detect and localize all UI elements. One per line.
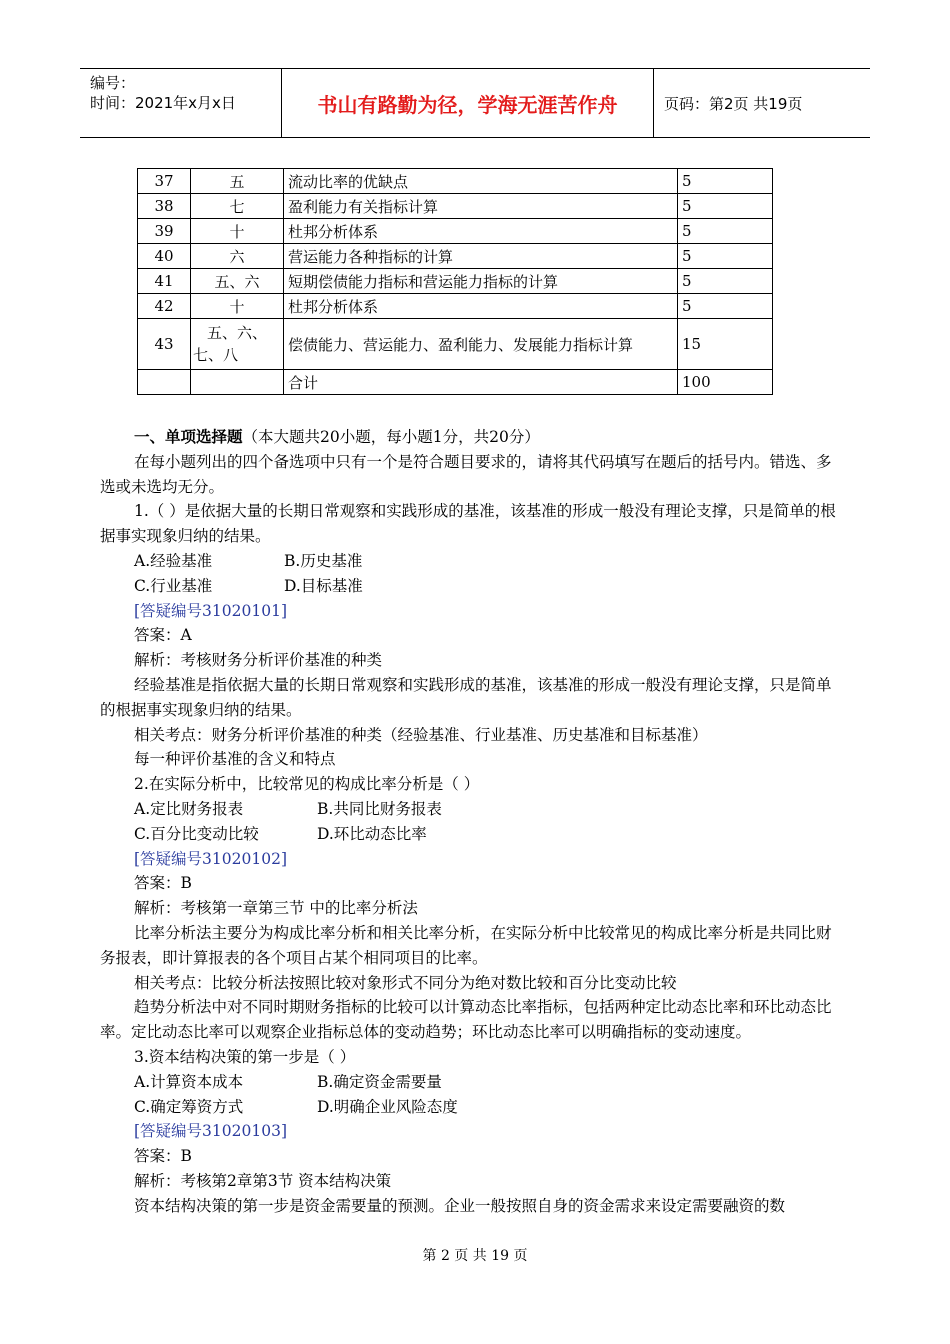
- analysis: 解析：考核第2章第3节 资本结构决策: [134, 1171, 392, 1190]
- reference-link[interactable]: [答疑编号31020101]: [134, 601, 287, 620]
- section-title: 一、单项选择题: [134, 427, 243, 446]
- question-stem: 2.在实际分析中，比较常见的构成比率分析是（ ）: [134, 775, 480, 794]
- table-row: [138, 269, 773, 294]
- row-chapter: 十: [191, 219, 284, 244]
- row-chapter: 七: [191, 194, 284, 219]
- row-score: 5: [678, 269, 773, 294]
- answer: 答案：B: [134, 1147, 192, 1166]
- row-topic: 杜邦分析体系: [284, 294, 678, 319]
- header-motto: 书山有路勤为径，学海无涯苦作舟: [282, 69, 654, 137]
- table-row: [138, 194, 773, 219]
- question-stem: 1.（ ）是依据大量的长期日常观察和实践形成的基准，该基准的形成一般没有理论支撑，只是简单的根据事实现象归纳的结果。: [100, 502, 836, 546]
- header-page-info: 页码：第2页 共19页: [664, 94, 803, 113]
- option-b: B.确定资金需要量: [317, 1072, 442, 1091]
- option-d: D.明确企业风险态度: [317, 1097, 458, 1116]
- row-topic: 盈利能力有关指标计算: [284, 194, 678, 219]
- row-topic: 杜邦分析体系: [284, 219, 678, 244]
- option-a: A.计算资本成本: [134, 1072, 244, 1091]
- row-chapter: 六: [191, 244, 284, 269]
- row-number: 41: [138, 269, 191, 294]
- related-point: 相关考点：财务分析评价基准的种类（经验基准、行业基准、历史基准和目标基准）: [134, 725, 708, 744]
- related-point: 趋势分析法中对不同时期财务指标的比较可以计算动态比率指标，包括两种定比动态比率和环比动态比率。定比动态比率可以观察企业指标总体的变动趋势；环比动态比率可以明确指标的变动速度。: [100, 998, 832, 1042]
- empty-cell: [138, 370, 191, 395]
- row-number: 38: [138, 194, 191, 219]
- row-topic: 短期偿债能力指标和营运能力指标的计算: [284, 269, 678, 294]
- options-row: [100, 574, 845, 599]
- options-row: [100, 549, 845, 574]
- row-number: 39: [138, 219, 191, 244]
- row-topic: 流动比率的优缺点: [284, 169, 678, 194]
- row-number: 42: [138, 294, 191, 319]
- empty-cell: [191, 370, 284, 395]
- row-score: 15: [678, 319, 773, 370]
- row-chapter-line: 五、六、: [207, 324, 268, 342]
- options-row: [100, 822, 845, 847]
- option-a: A.经验基准: [134, 551, 213, 570]
- section-intro: 在每小题列出的四个备选项中只有一个是符合题目要求的，请将其代码填写在题后的括号内。错选、多选或未选均无分。: [100, 452, 832, 496]
- row-chapter: 五、六: [191, 269, 284, 294]
- related-point: 每一种评价基准的含义和特点: [134, 750, 336, 769]
- table-row: [138, 294, 773, 319]
- explanation: 比率分析法主要分为构成比率分析和相关比率分析，在实际分析中比较常见的构成比率分析是共同比财务报表，即计算报表的各个项目占某个相同项目的比率。: [100, 923, 832, 967]
- table-row: [138, 319, 773, 370]
- answer: 答案：B: [134, 874, 192, 893]
- row-chapter: [191, 319, 284, 370]
- row-topic: 营运能力各种指标的计算: [284, 244, 678, 269]
- header-meta: [80, 69, 282, 137]
- table-total-row: [138, 370, 773, 395]
- table-row: [138, 169, 773, 194]
- row-score: 5: [678, 219, 773, 244]
- option-c: C.行业基准: [134, 576, 213, 595]
- section-note: （本大题共20小题，每小题1分，共20分）: [242, 428, 540, 446]
- row-number: 43: [138, 319, 191, 370]
- related-point: 相关考点：比较分析法按照比较对象形式不同分为绝对数比较和百分比变动比较: [134, 973, 677, 992]
- option-d: D.目标基准: [284, 576, 363, 595]
- document-body: [100, 425, 845, 1219]
- row-chapter: 五: [191, 169, 284, 194]
- total-score: 100: [678, 370, 773, 395]
- row-chapter: 十: [191, 294, 284, 319]
- total-label: 合计: [284, 370, 678, 395]
- score-table: [137, 168, 773, 395]
- section-heading: [100, 425, 845, 450]
- page-footer: 第 2 页 共 19 页: [422, 1248, 528, 1264]
- row-score: 5: [678, 169, 773, 194]
- options-row: [100, 797, 845, 822]
- row-score: 5: [678, 294, 773, 319]
- table-row: [138, 244, 773, 269]
- serial-label: 编号：: [90, 74, 136, 92]
- row-topic: 偿债能力、营运能力、盈利能力、发展能力指标计算: [284, 319, 678, 370]
- row-score: 5: [678, 244, 773, 269]
- option-c: C.百分比变动比较: [134, 824, 259, 843]
- row-number: 40: [138, 244, 191, 269]
- option-b: B.共同比财务报表: [317, 799, 442, 818]
- explanation: 经验基准是指依据大量的长期日常观察和实践形成的基准，该基准的形成一般没有理论支撑，只是简单的根据事实现象归纳的结果。: [100, 675, 832, 719]
- option-c: C.确定筹资方式: [134, 1097, 244, 1116]
- options-row: [100, 1095, 845, 1120]
- analysis: 解析：考核第一章第三节 中的比率分析法: [134, 899, 418, 918]
- option-a: A.定比财务报表: [134, 799, 244, 818]
- options-row: [100, 1070, 845, 1095]
- reference-link[interactable]: [答疑编号31020103]: [134, 1122, 287, 1141]
- page-header: [80, 68, 870, 138]
- answer: 答案：A: [134, 626, 192, 645]
- explanation: 资本结构决策的第一步是资金需要量的预测。企业一般按照自身的资金需求来设定需要融资的数: [134, 1196, 786, 1215]
- row-score: 5: [678, 194, 773, 219]
- option-b: B.历史基准: [284, 551, 363, 570]
- time-label: 时间：2021年x月x日: [90, 94, 236, 112]
- question-stem: 3.资本结构决策的第一步是（ ）: [134, 1047, 356, 1066]
- reference-link[interactable]: [答疑编号31020102]: [134, 849, 287, 868]
- analysis: 解析：考核财务分析评价基准的种类: [134, 651, 383, 670]
- table-row: [138, 219, 773, 244]
- row-chapter-line: 七、八: [193, 346, 239, 364]
- row-number: 37: [138, 169, 191, 194]
- option-d: D.环比动态比率: [317, 824, 427, 843]
